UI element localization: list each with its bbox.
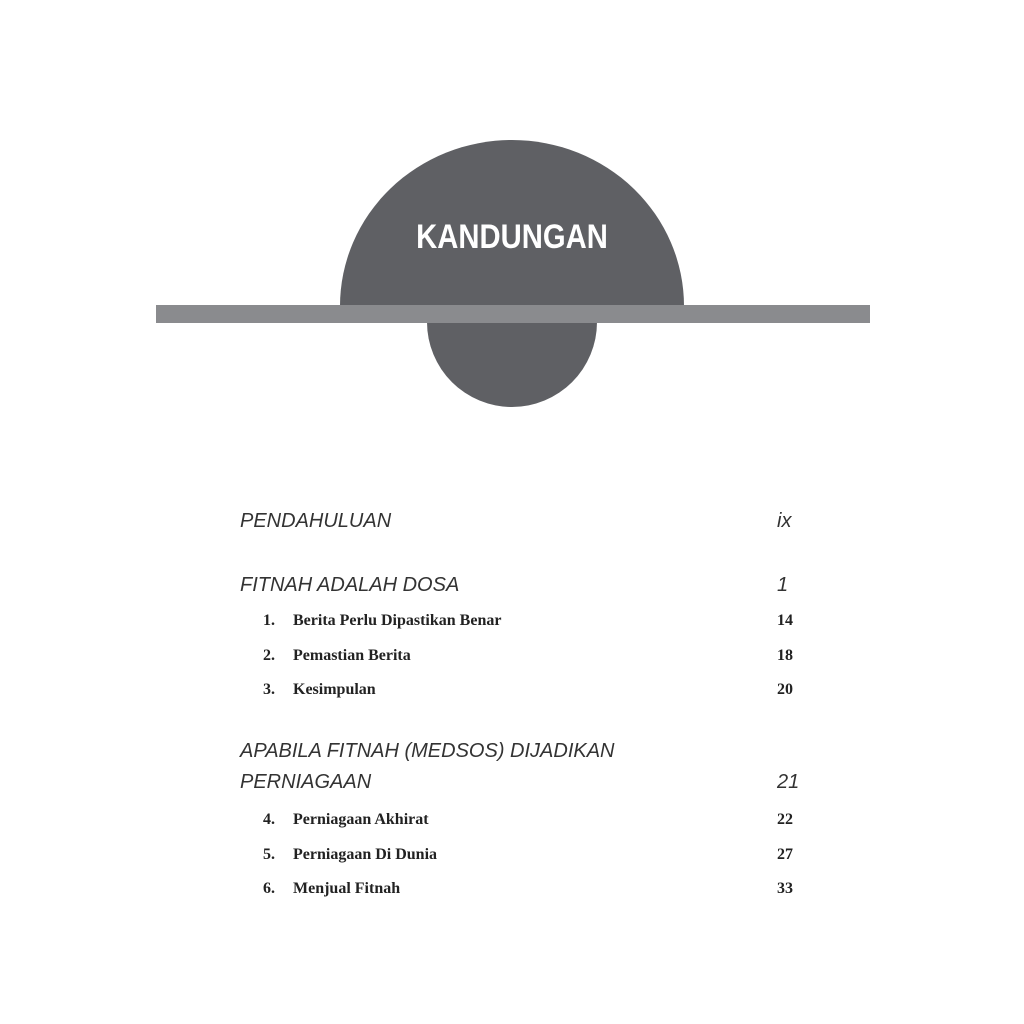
toc-chapter-page: 14 <box>777 612 793 629</box>
toc-section-title[interactable]: PENDAHULUAN <box>240 510 392 532</box>
toc-chapter-page: 18 <box>777 647 793 664</box>
toc-chapter-title[interactable]: Perniagaan Di Dunia <box>293 846 438 863</box>
toc-chapter-number: 2. <box>263 647 275 664</box>
toc-section-title[interactable]: APABILA FITNAH (MEDSOS) DIJADIKAN <box>240 740 615 762</box>
toc-chapter-page: 33 <box>777 880 793 897</box>
toc-chapter-title[interactable]: Kesimpulan <box>293 681 376 698</box>
toc-chapter-page: 20 <box>777 681 793 698</box>
toc-chapter-title[interactable]: Perniagaan Akhirat <box>293 811 429 828</box>
toc-chapter-number: 1. <box>263 612 275 629</box>
toc-chapter-title[interactable]: Berita Perlu Dipastikan Benar <box>293 612 502 629</box>
page-title: KANDUNGAN <box>416 218 608 256</box>
toc-section-page: ix <box>777 510 792 532</box>
toc-chapter-number: 5. <box>263 846 275 863</box>
toc-chapter-number: 3. <box>263 681 275 698</box>
toc-chapter-page: 27 <box>777 846 793 863</box>
toc-section-title[interactable]: FITNAH ADALAH DOSA <box>240 574 460 596</box>
toc-chapter-title[interactable]: Menjual Fitnah <box>293 880 401 897</box>
toc-chapter-number: 4. <box>263 811 275 828</box>
toc-chapter-number: 6. <box>263 880 275 897</box>
toc-section-page: 21 <box>777 771 800 793</box>
toc-chapter-title[interactable]: Pemastian Berita <box>293 647 411 664</box>
toc-section-page: 1 <box>777 574 789 596</box>
toc-chapter-page: 22 <box>777 811 793 828</box>
toc-section-title[interactable]: PERNIAGAAN <box>240 771 372 793</box>
